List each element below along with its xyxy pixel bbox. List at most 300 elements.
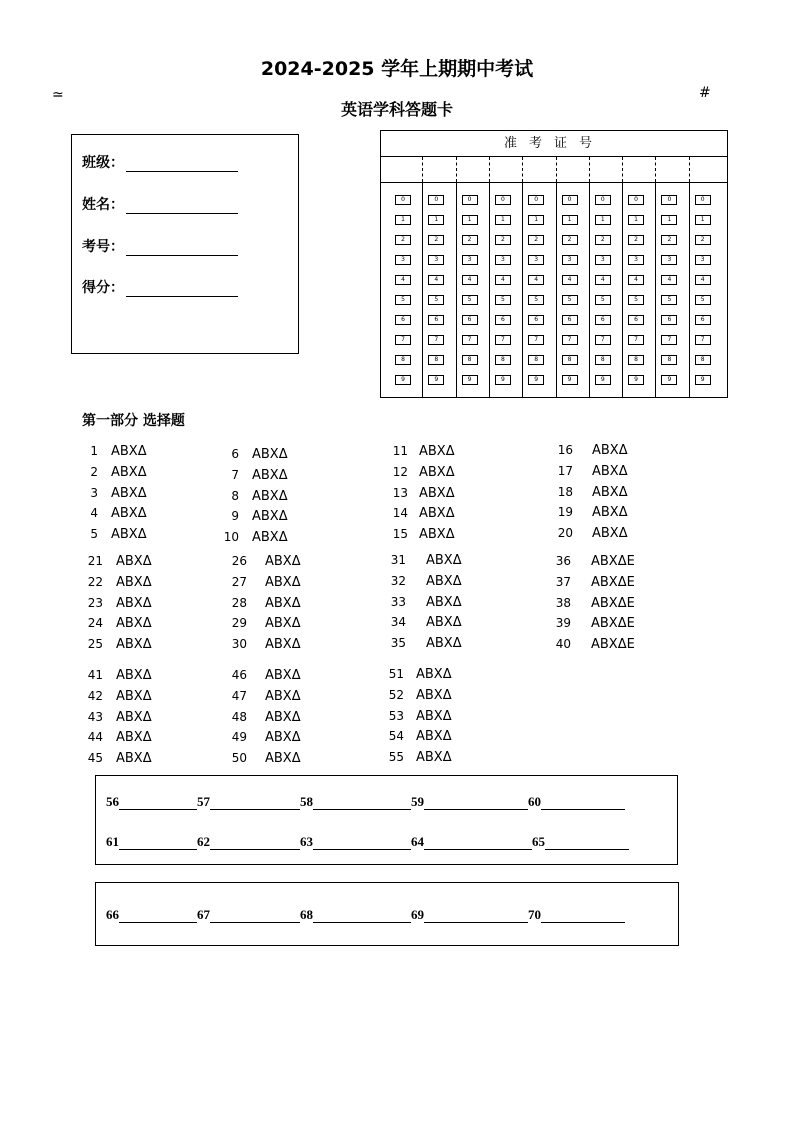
id-digit-bubble[interactable]: 3 <box>595 255 611 265</box>
question-number: 34 <box>390 615 406 630</box>
blank-number: 56 <box>106 794 119 809</box>
score-input-line[interactable] <box>126 282 238 297</box>
id-digit-bubble[interactable]: 7 <box>595 335 611 345</box>
question-options[interactable]: ABXΔ <box>116 595 152 611</box>
question-options[interactable]: ABXΔ <box>111 527 147 543</box>
question-number: 43 <box>87 709 103 724</box>
blank-number: 66 <box>106 907 119 922</box>
id-digit-bubble[interactable]: 0 <box>462 195 478 205</box>
question-options[interactable]: ABXΔ <box>416 687 452 703</box>
question-item[interactable] <box>388 553 462 568</box>
part1-title: 第一部分 选择题 <box>82 413 185 429</box>
question-options[interactable]: ABXΔ <box>116 688 152 704</box>
id-digit-bubble[interactable]: 7 <box>695 335 711 345</box>
id-digit-bubble[interactable]: 6 <box>628 315 644 325</box>
fill-in-box-2 <box>95 882 679 946</box>
class-label: 班级： <box>82 155 124 171</box>
id-digit-bubble[interactable]: 9 <box>661 375 677 385</box>
id-digit-bubble[interactable]: 6 <box>395 315 411 325</box>
id-digit-bubble[interactable]: 3 <box>562 255 578 265</box>
question-item[interactable] <box>388 615 462 630</box>
id-digit-bubble[interactable]: 2 <box>595 235 611 245</box>
question-item[interactable] <box>555 464 628 479</box>
question-number: 42 <box>87 688 103 703</box>
question-options[interactable]: ABXΔ <box>592 505 628 521</box>
id-digit-bubble[interactable]: 1 <box>462 215 478 225</box>
question-options[interactable]: ABXΔ <box>592 443 628 458</box>
question-number: 40 <box>555 637 571 652</box>
score-field[interactable] <box>82 277 238 297</box>
question-item[interactable] <box>222 468 288 483</box>
question-options[interactable]: ABXΔ <box>116 574 152 590</box>
id-column-separator <box>655 183 656 397</box>
id-digit-bubble[interactable]: 0 <box>495 195 511 205</box>
answer-blank-line[interactable] <box>541 797 625 810</box>
id-digit-bubble[interactable]: 8 <box>628 355 644 365</box>
id-column-divider <box>489 157 490 182</box>
question-number: 23 <box>87 595 103 610</box>
question-number: 44 <box>87 730 103 745</box>
question-item[interactable] <box>230 554 301 569</box>
id-digit-bubble[interactable]: 1 <box>395 215 411 225</box>
id-column-divider <box>556 157 557 182</box>
id-digit-bubble[interactable]: 2 <box>495 235 511 245</box>
question-item[interactable] <box>85 575 152 590</box>
question-options[interactable]: ABXΔE <box>591 616 635 632</box>
id-digit-bubble[interactable]: 4 <box>495 275 511 285</box>
id-digit-bubble[interactable]: 0 <box>428 195 444 205</box>
question-options[interactable]: ABXΔ <box>265 709 301 725</box>
id-digit-bubble[interactable]: 0 <box>528 195 544 205</box>
answer-blank-line[interactable] <box>119 910 197 923</box>
question-options[interactable]: ABXΔ <box>426 615 462 631</box>
id-digit-bubble[interactable]: 5 <box>395 295 411 305</box>
id-digit-bubble[interactable]: 0 <box>595 195 611 205</box>
fill-in-box-1 <box>95 775 678 865</box>
question-number: 11 <box>392 444 408 458</box>
name-field[interactable] <box>82 194 238 214</box>
id-digit-bubble[interactable]: 6 <box>462 315 478 325</box>
question-item[interactable] <box>388 465 455 480</box>
question-number: 2 <box>90 464 98 479</box>
question-item[interactable] <box>388 595 462 610</box>
blank-number: 64 <box>411 834 424 849</box>
question-number: 9 <box>231 509 239 524</box>
question-item[interactable] <box>222 530 288 545</box>
answer-blank-line[interactable] <box>424 910 528 923</box>
question-options[interactable]: ABXΔ <box>265 688 301 704</box>
id-digit-bubble[interactable]: 9 <box>528 375 544 385</box>
answer-blank-line[interactable] <box>424 797 528 810</box>
id-digit-bubble[interactable]: 9 <box>395 375 411 385</box>
question-item[interactable] <box>222 509 288 524</box>
id-column-divider <box>589 157 590 182</box>
question-options[interactable]: ABXΔ <box>252 447 288 462</box>
name-input-line[interactable] <box>126 199 238 214</box>
question-item[interactable] <box>555 526 628 541</box>
id-digit-bubble[interactable]: 6 <box>528 315 544 325</box>
id-digit-bubble[interactable]: 4 <box>428 275 444 285</box>
question-options[interactable]: ABXΔ <box>419 506 455 522</box>
page-subtitle: 英语学科答题卡 <box>340 100 453 119</box>
question-item[interactable] <box>222 447 288 462</box>
id-digit-bubble[interactable]: 2 <box>661 235 677 245</box>
id-digit-bubble[interactable]: 4 <box>528 275 544 285</box>
question-item[interactable] <box>222 489 288 504</box>
question-item[interactable] <box>555 443 628 458</box>
question-options[interactable]: ABXΔ <box>592 526 628 542</box>
id-digit-bubble[interactable]: 1 <box>528 215 544 225</box>
id-digit-bubble[interactable]: 5 <box>528 295 544 305</box>
id-digit-bubble[interactable]: 4 <box>462 275 478 285</box>
id-digit-bubble[interactable]: 5 <box>462 295 478 305</box>
question-item[interactable] <box>553 637 635 652</box>
question-item[interactable] <box>85 668 152 683</box>
question-number: 46 <box>231 668 247 682</box>
question-item[interactable] <box>82 506 147 521</box>
id-digit-bubble[interactable]: 1 <box>661 215 677 225</box>
question-options[interactable]: ABXΔ <box>265 730 301 746</box>
id-digit-bubble[interactable]: 5 <box>495 295 511 305</box>
id-digit-bubble[interactable]: 3 <box>528 255 544 265</box>
question-options[interactable]: ABXΔ <box>265 554 301 569</box>
id-digit-bubble[interactable]: 1 <box>495 215 511 225</box>
question-item[interactable] <box>85 616 152 631</box>
id-digit-bubble[interactable]: 9 <box>495 375 511 385</box>
question-item[interactable] <box>230 689 301 704</box>
question-options[interactable]: ABXΔ <box>426 594 462 610</box>
id-column-separator <box>522 183 523 397</box>
id-digit-bubble[interactable]: 5 <box>428 295 444 305</box>
question-options[interactable]: ABXΔ <box>116 751 152 767</box>
id-digit-bubble[interactable]: 0 <box>395 195 411 205</box>
question-number: 8 <box>231 488 239 503</box>
question-options[interactable]: ABXΔ <box>426 553 462 568</box>
question-number: 17 <box>557 463 573 478</box>
id-digit-bubble[interactable]: 3 <box>428 255 444 265</box>
question-item[interactable] <box>553 554 635 569</box>
id-digit-bubble[interactable]: 8 <box>395 355 411 365</box>
class-field[interactable] <box>82 152 238 172</box>
id-digit-bubble[interactable]: 8 <box>661 355 677 365</box>
question-options[interactable]: ABXΔ <box>116 554 152 569</box>
id-digit-bubble[interactable]: 7 <box>661 335 677 345</box>
id-digit-bubble[interactable]: 0 <box>661 195 677 205</box>
question-number: 51 <box>388 667 404 681</box>
id-digit-bubble[interactable]: 6 <box>562 315 578 325</box>
id-digit-bubble[interactable]: 4 <box>661 275 677 285</box>
id-digit-bubble[interactable]: 7 <box>428 335 444 345</box>
id-digit-bubble[interactable]: 5 <box>562 295 578 305</box>
id-digit-bubble[interactable]: 1 <box>595 215 611 225</box>
question-item[interactable] <box>553 596 635 611</box>
id-digit-bubble[interactable]: 8 <box>528 355 544 365</box>
id-digit-bubble[interactable]: 5 <box>595 295 611 305</box>
question-number: 45 <box>87 751 103 766</box>
id-digit-bubble[interactable]: 4 <box>562 275 578 285</box>
id-digit-bubble[interactable]: 1 <box>628 215 644 225</box>
id-digit-bubble[interactable]: 8 <box>695 355 711 365</box>
answer-blank-line[interactable] <box>313 797 411 810</box>
answer-blank-line[interactable] <box>541 910 625 923</box>
score-label: 得分： <box>82 280 124 296</box>
id-digit-bubble[interactable]: 2 <box>395 235 411 245</box>
id-digit-bubble[interactable]: 4 <box>628 275 644 285</box>
id-digit-bubble[interactable]: 2 <box>428 235 444 245</box>
question-item[interactable] <box>553 575 635 590</box>
question-options[interactable]: ABXΔ <box>265 595 301 611</box>
question-item[interactable] <box>85 554 152 569</box>
question-item[interactable] <box>388 486 455 501</box>
fill-in-row <box>106 834 629 850</box>
id-digit-bubble[interactable]: 8 <box>562 355 578 365</box>
id-digit-bubble[interactable]: 9 <box>462 375 478 385</box>
blank-number: 67 <box>197 907 210 922</box>
id-digit-bubble[interactable]: 5 <box>661 295 677 305</box>
question-item[interactable] <box>388 527 455 542</box>
id-column-separator <box>589 183 590 397</box>
question-options[interactable]: ABXΔ <box>252 509 288 525</box>
id-digit-bubble[interactable]: 8 <box>428 355 444 365</box>
id-digit-bubble[interactable]: 6 <box>595 315 611 325</box>
question-number: 29 <box>231 616 247 631</box>
id-digit-bubble[interactable]: 7 <box>395 335 411 345</box>
question-options[interactable]: ABXΔ <box>111 464 147 480</box>
question-options[interactable]: ABXΔ <box>416 729 452 745</box>
question-number: 37 <box>555 574 571 589</box>
id-digit-bubble[interactable]: 0 <box>695 195 711 205</box>
id-digit-bubble[interactable]: 9 <box>562 375 578 385</box>
question-item[interactable] <box>85 596 152 611</box>
id-digit-bubble[interactable]: 3 <box>628 255 644 265</box>
id-column-divider <box>689 157 690 182</box>
answer-blank-line[interactable] <box>313 837 411 850</box>
id-digit-bubble[interactable]: 3 <box>462 255 478 265</box>
question-number: 14 <box>392 506 408 521</box>
id-digit-bubble[interactable]: 1 <box>428 215 444 225</box>
question-number: 16 <box>557 443 573 457</box>
question-number: 32 <box>390 573 406 588</box>
question-options[interactable]: ABXΔ <box>416 708 452 724</box>
question-number: 18 <box>557 484 573 499</box>
id-digit-bubble[interactable]: 4 <box>395 275 411 285</box>
question-options[interactable]: ABXΔ <box>116 637 152 653</box>
question-options[interactable]: ABXΔ <box>116 668 152 683</box>
question-options[interactable]: ABXΔ <box>111 506 147 522</box>
question-item[interactable] <box>230 710 301 725</box>
id-digit-bubble[interactable]: 3 <box>661 255 677 265</box>
answer-blank-line[interactable] <box>210 837 300 850</box>
question-options[interactable]: ABXΔ <box>265 637 301 653</box>
answer-blank-line[interactable] <box>545 837 629 850</box>
question-number: 30 <box>231 637 247 652</box>
question-options[interactable]: ABXΔ <box>116 709 152 725</box>
question-item[interactable] <box>230 730 301 745</box>
question-number: 4 <box>90 506 98 521</box>
question-item[interactable] <box>82 465 147 480</box>
question-options[interactable]: ABXΔ <box>265 616 301 632</box>
id-digit-bubble[interactable]: 2 <box>462 235 478 245</box>
blank-number: 60 <box>528 794 541 809</box>
answer-blank-line[interactable] <box>424 837 532 850</box>
question-options[interactable]: ABXΔE <box>591 554 635 569</box>
question-item[interactable] <box>230 596 301 611</box>
answer-blank-line[interactable] <box>119 837 197 850</box>
id-digit-bubble[interactable]: 9 <box>428 375 444 385</box>
question-item[interactable] <box>230 637 301 652</box>
question-number: 36 <box>555 554 571 568</box>
question-options[interactable]: ABXΔ <box>111 444 147 459</box>
id-digit-bubble[interactable]: 9 <box>628 375 644 385</box>
answer-blank-line[interactable] <box>119 797 197 810</box>
question-item[interactable] <box>386 750 452 765</box>
question-item[interactable] <box>82 486 147 501</box>
id-digit-bubble[interactable]: 6 <box>428 315 444 325</box>
id-digit-bubble[interactable]: 2 <box>695 235 711 245</box>
id-column-divider <box>422 157 423 182</box>
question-options[interactable]: ABXΔ <box>592 463 628 479</box>
id-digit-bubble[interactable]: 6 <box>661 315 677 325</box>
id-digit-bubble[interactable]: 5 <box>695 295 711 305</box>
question-number: 38 <box>555 595 571 610</box>
id-digit-bubble[interactable]: 4 <box>595 275 611 285</box>
id-column-divider <box>522 157 523 182</box>
question-options[interactable]: ABXΔ <box>111 485 147 501</box>
blank-number: 58 <box>300 794 313 809</box>
question-number: 13 <box>392 485 408 500</box>
answer-blank-line[interactable] <box>313 910 411 923</box>
question-options[interactable]: ABXΔ <box>265 668 301 683</box>
question-item[interactable] <box>388 574 462 589</box>
question-number: 41 <box>87 668 103 682</box>
question-options[interactable]: ABXΔ <box>592 484 628 500</box>
question-item[interactable] <box>553 616 635 631</box>
question-number: 53 <box>388 708 404 723</box>
left-mark: ≃ <box>52 87 64 103</box>
question-number: 22 <box>87 574 103 589</box>
question-item[interactable] <box>388 506 455 521</box>
question-options[interactable]: ABXΔ <box>252 488 288 504</box>
question-item[interactable] <box>230 751 301 766</box>
id-digit-bubble[interactable]: 6 <box>495 315 511 325</box>
question-options[interactable]: ABXΔE <box>591 637 635 653</box>
question-number: 21 <box>87 554 103 568</box>
question-options[interactable]: ABXΔ <box>252 467 288 483</box>
question-options[interactable]: ABXΔ <box>426 636 462 652</box>
question-options[interactable]: ABXΔ <box>419 444 455 459</box>
question-item[interactable] <box>85 751 152 766</box>
id-column-separator <box>689 183 690 397</box>
id-digit-bubble[interactable]: 7 <box>628 335 644 345</box>
id-digit-bubble[interactable]: 1 <box>695 215 711 225</box>
exam-number-field[interactable] <box>82 236 238 256</box>
question-item[interactable] <box>85 689 152 704</box>
question-item[interactable] <box>230 616 301 631</box>
fill-in-row <box>106 907 625 923</box>
name-label: 姓名： <box>82 197 124 213</box>
id-digit-bubble[interactable]: 6 <box>695 315 711 325</box>
exam-id-entry-row[interactable] <box>381 157 727 183</box>
id-digit-bubble[interactable]: 0 <box>562 195 578 205</box>
question-options[interactable]: ABXΔ <box>416 667 452 682</box>
question-options[interactable]: ABXΔ <box>116 616 152 632</box>
question-options[interactable]: ABXΔE <box>591 595 635 611</box>
question-item[interactable] <box>85 637 152 652</box>
question-item[interactable] <box>82 527 147 542</box>
id-digit-bubble[interactable]: 9 <box>595 375 611 385</box>
question-number: 27 <box>231 574 247 589</box>
id-digit-bubble[interactable]: 9 <box>695 375 711 385</box>
question-options[interactable]: ABXΔ <box>116 730 152 746</box>
id-column-divider <box>622 157 623 182</box>
question-item[interactable] <box>386 729 452 744</box>
id-digit-bubble[interactable]: 8 <box>495 355 511 365</box>
id-column-separator <box>556 183 557 397</box>
id-digit-bubble[interactable]: 7 <box>562 335 578 345</box>
question-number: 19 <box>557 505 573 520</box>
id-digit-bubble[interactable]: 3 <box>695 255 711 265</box>
blank-number: 65 <box>532 834 545 849</box>
question-options[interactable]: ABXΔ <box>419 527 455 543</box>
id-digit-bubble[interactable]: 7 <box>528 335 544 345</box>
question-options[interactable]: ABXΔ <box>426 573 462 589</box>
id-digit-bubble[interactable]: 2 <box>628 235 644 245</box>
question-options[interactable]: ABXΔ <box>419 485 455 501</box>
question-item[interactable] <box>85 710 152 725</box>
question-item[interactable] <box>230 575 301 590</box>
question-item[interactable] <box>388 444 455 459</box>
class-input-line[interactable] <box>126 157 238 172</box>
id-digit-bubble[interactable]: 2 <box>562 235 578 245</box>
question-item[interactable] <box>555 485 628 500</box>
question-item[interactable] <box>555 505 628 520</box>
question-item[interactable] <box>82 444 147 459</box>
id-digit-bubble[interactable]: 8 <box>595 355 611 365</box>
question-options[interactable]: ABXΔ <box>265 751 301 767</box>
id-column-divider <box>655 157 656 182</box>
question-number: 5 <box>90 527 98 542</box>
question-options[interactable]: ABXΔ <box>419 464 455 480</box>
question-number: 35 <box>390 636 406 651</box>
id-digit-bubble[interactable]: 0 <box>628 195 644 205</box>
question-item[interactable] <box>230 668 301 683</box>
id-digit-bubble[interactable]: 3 <box>495 255 511 265</box>
question-number: 39 <box>555 616 571 631</box>
question-item[interactable] <box>85 730 152 745</box>
id-digit-bubble[interactable]: 2 <box>528 235 544 245</box>
exam-number-input-line[interactable] <box>126 241 238 256</box>
question-options[interactable]: ABXΔ <box>416 750 452 766</box>
id-digit-bubble[interactable]: 4 <box>695 275 711 285</box>
id-digit-bubble[interactable]: 1 <box>562 215 578 225</box>
id-digit-bubble[interactable]: 7 <box>462 335 478 345</box>
question-item[interactable] <box>386 688 452 703</box>
question-options[interactable]: ABXΔ <box>265 574 301 590</box>
question-number: 6 <box>231 447 239 461</box>
answer-blank-line[interactable] <box>210 910 300 923</box>
blank-number: 70 <box>528 907 541 922</box>
question-item[interactable] <box>386 709 452 724</box>
question-options[interactable]: ABXΔE <box>591 574 635 590</box>
id-digit-bubble[interactable]: 8 <box>462 355 478 365</box>
question-options[interactable]: ABXΔ <box>252 530 288 546</box>
id-digit-bubble[interactable]: 7 <box>495 335 511 345</box>
question-item[interactable] <box>388 636 462 651</box>
answer-blank-line[interactable] <box>210 797 300 810</box>
id-digit-bubble[interactable]: 3 <box>395 255 411 265</box>
id-digit-bubble[interactable]: 5 <box>628 295 644 305</box>
question-item[interactable] <box>386 667 452 682</box>
